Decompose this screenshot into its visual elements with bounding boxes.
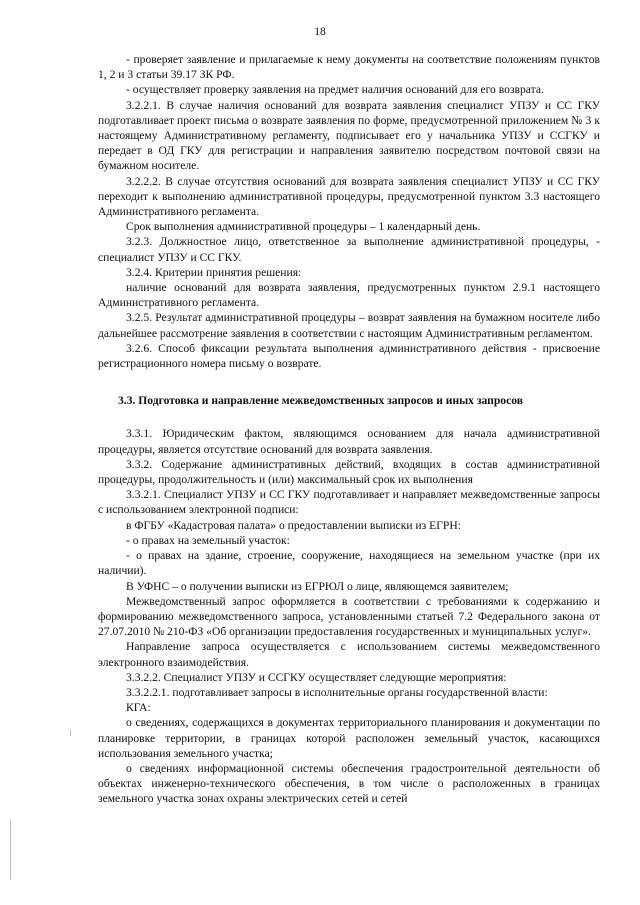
paragraph: Направление запроса осуществляется с использованием системы межведомственного электронного взаимодействия. xyxy=(98,640,600,669)
paragraph: - проверяет заявление и прилагаемые к нему документы на соответствие положениям пунктов 1, 2 и 3 статьи 39.17 ЗК РФ. xyxy=(98,53,600,82)
paragraph: 3.3.2.1. Специалист УПЗУ и СС ГКУ подготавливает и направляет межведомственные запросы с использованием электронной подписи: xyxy=(98,488,600,517)
paragraph: 3.2.4. Критерии принятия решения: xyxy=(126,265,302,279)
paragraph: - осуществляет проверку заявления на предмет наличия оснований для его возврата. xyxy=(126,83,544,97)
paragraph: 3.2.3. Должностное лицо, ответственное за выполнение административной процедуры, - специалист УПЗУ и СС ГКУ. xyxy=(98,235,600,264)
paragraph: 3.3.2. Содержание административных действий, входящих в состав административной процедуры, продолжительность и (или) максимальный срок их выполнения xyxy=(98,457,600,487)
paragraph: о сведениях информационной системы обеспечения градостроительной деятельности об объектах инженерно-технического обеспечения, в том числе о расположенных в границах земельного участка зонах охраны электрических сетей и сетей xyxy=(98,761,600,806)
scan-margin-mark xyxy=(10,820,11,880)
paragraph: 3.2.2.2. В случае отсутствия оснований для возврата заявления специалист УПЗУ и СС ГКУ переходит к выполнению административной процедуры, предусмотренной пунктом 3.3 настоящего Административного регламента. xyxy=(98,174,600,219)
paragraph: - о правах на здание, строение, сооружение, находящиеся на земельном участке (при их наличии). xyxy=(98,549,600,578)
paragraph: в ФГБУ «Кадастровая палата» о предоставлении выписки из ЕГРН: xyxy=(126,518,461,532)
paragraph: 3.3.1. Юридическим фактом, являющимся основанием для начала административной процедуры, является отсутствие оснований для возврата заявления. xyxy=(98,427,600,456)
page-number: 18 xyxy=(314,26,326,38)
paragraph: 3.3.2.2. Специалист УПЗУ и ССГКУ осуществляет следующие мероприятия: xyxy=(126,670,507,684)
paragraph: наличие оснований для возврата заявления, предусмотренных пунктом 2.9.1 настоящего Административного регламента. xyxy=(98,281,600,310)
paragraph: В УФНС – о получении выписки из ЕГРЮЛ о лице, являющемся заявителем; xyxy=(126,579,509,593)
section-heading: 3.3. Подготовка и направление межведомственных запросов и иных запросов xyxy=(118,394,524,408)
paragraph: Срок выполнения административной процедуры – 1 календарный день. xyxy=(126,220,481,234)
paragraph: 3.2.5. Результат административной процедуры – возврат заявления на бумажном носителе либо дальнейшее рассмотрение заявления в соответствии с настоящим Административным регламентом. xyxy=(98,311,600,340)
scan-margin-mark xyxy=(70,730,71,736)
paragraph: Межведомственный запрос оформляется в соответствии с требованиями к содержанию и формированию межведомственного запроса, установленными статьей 7.2 Федерального закона от 27.07.2010 № 210-ФЗ «Об организации предоставления государственных и муниципальных услуг». xyxy=(98,594,600,639)
document-body xyxy=(98,52,600,807)
paragraph: 3.2.6. Способ фиксации результата выполнения административного действия - присвоение регистрационного номера письму о возврате. xyxy=(98,341,600,371)
paragraph: о сведениях, содержащихся в документах территориального планирования и документации по планировке территории, в границах которой расположен земельный участок, касающихся использования земельного участка; xyxy=(98,716,600,760)
paragraph: 3.3.2.2.1. подготавливает запросы в исполнительные органы государственной власти: xyxy=(126,685,548,699)
paragraph: - о правах на земельный участок: xyxy=(126,533,290,547)
paragraph: 3.2.2.1. В случае наличия оснований для возврата заявления специалист УПЗУ и СС ГКУ подготавливает проект письма о возврате заявления по форме, предусмотренной приложением № 3 к настоящему Административному регламенту, подписывает его у начальника УПЗУ и ССГКУ и передает в ОД ГКУ для регистрации и направления заявителю посредством почтовой связи на бумажном носителе. xyxy=(98,98,600,173)
paragraph: КГА: xyxy=(126,701,151,715)
